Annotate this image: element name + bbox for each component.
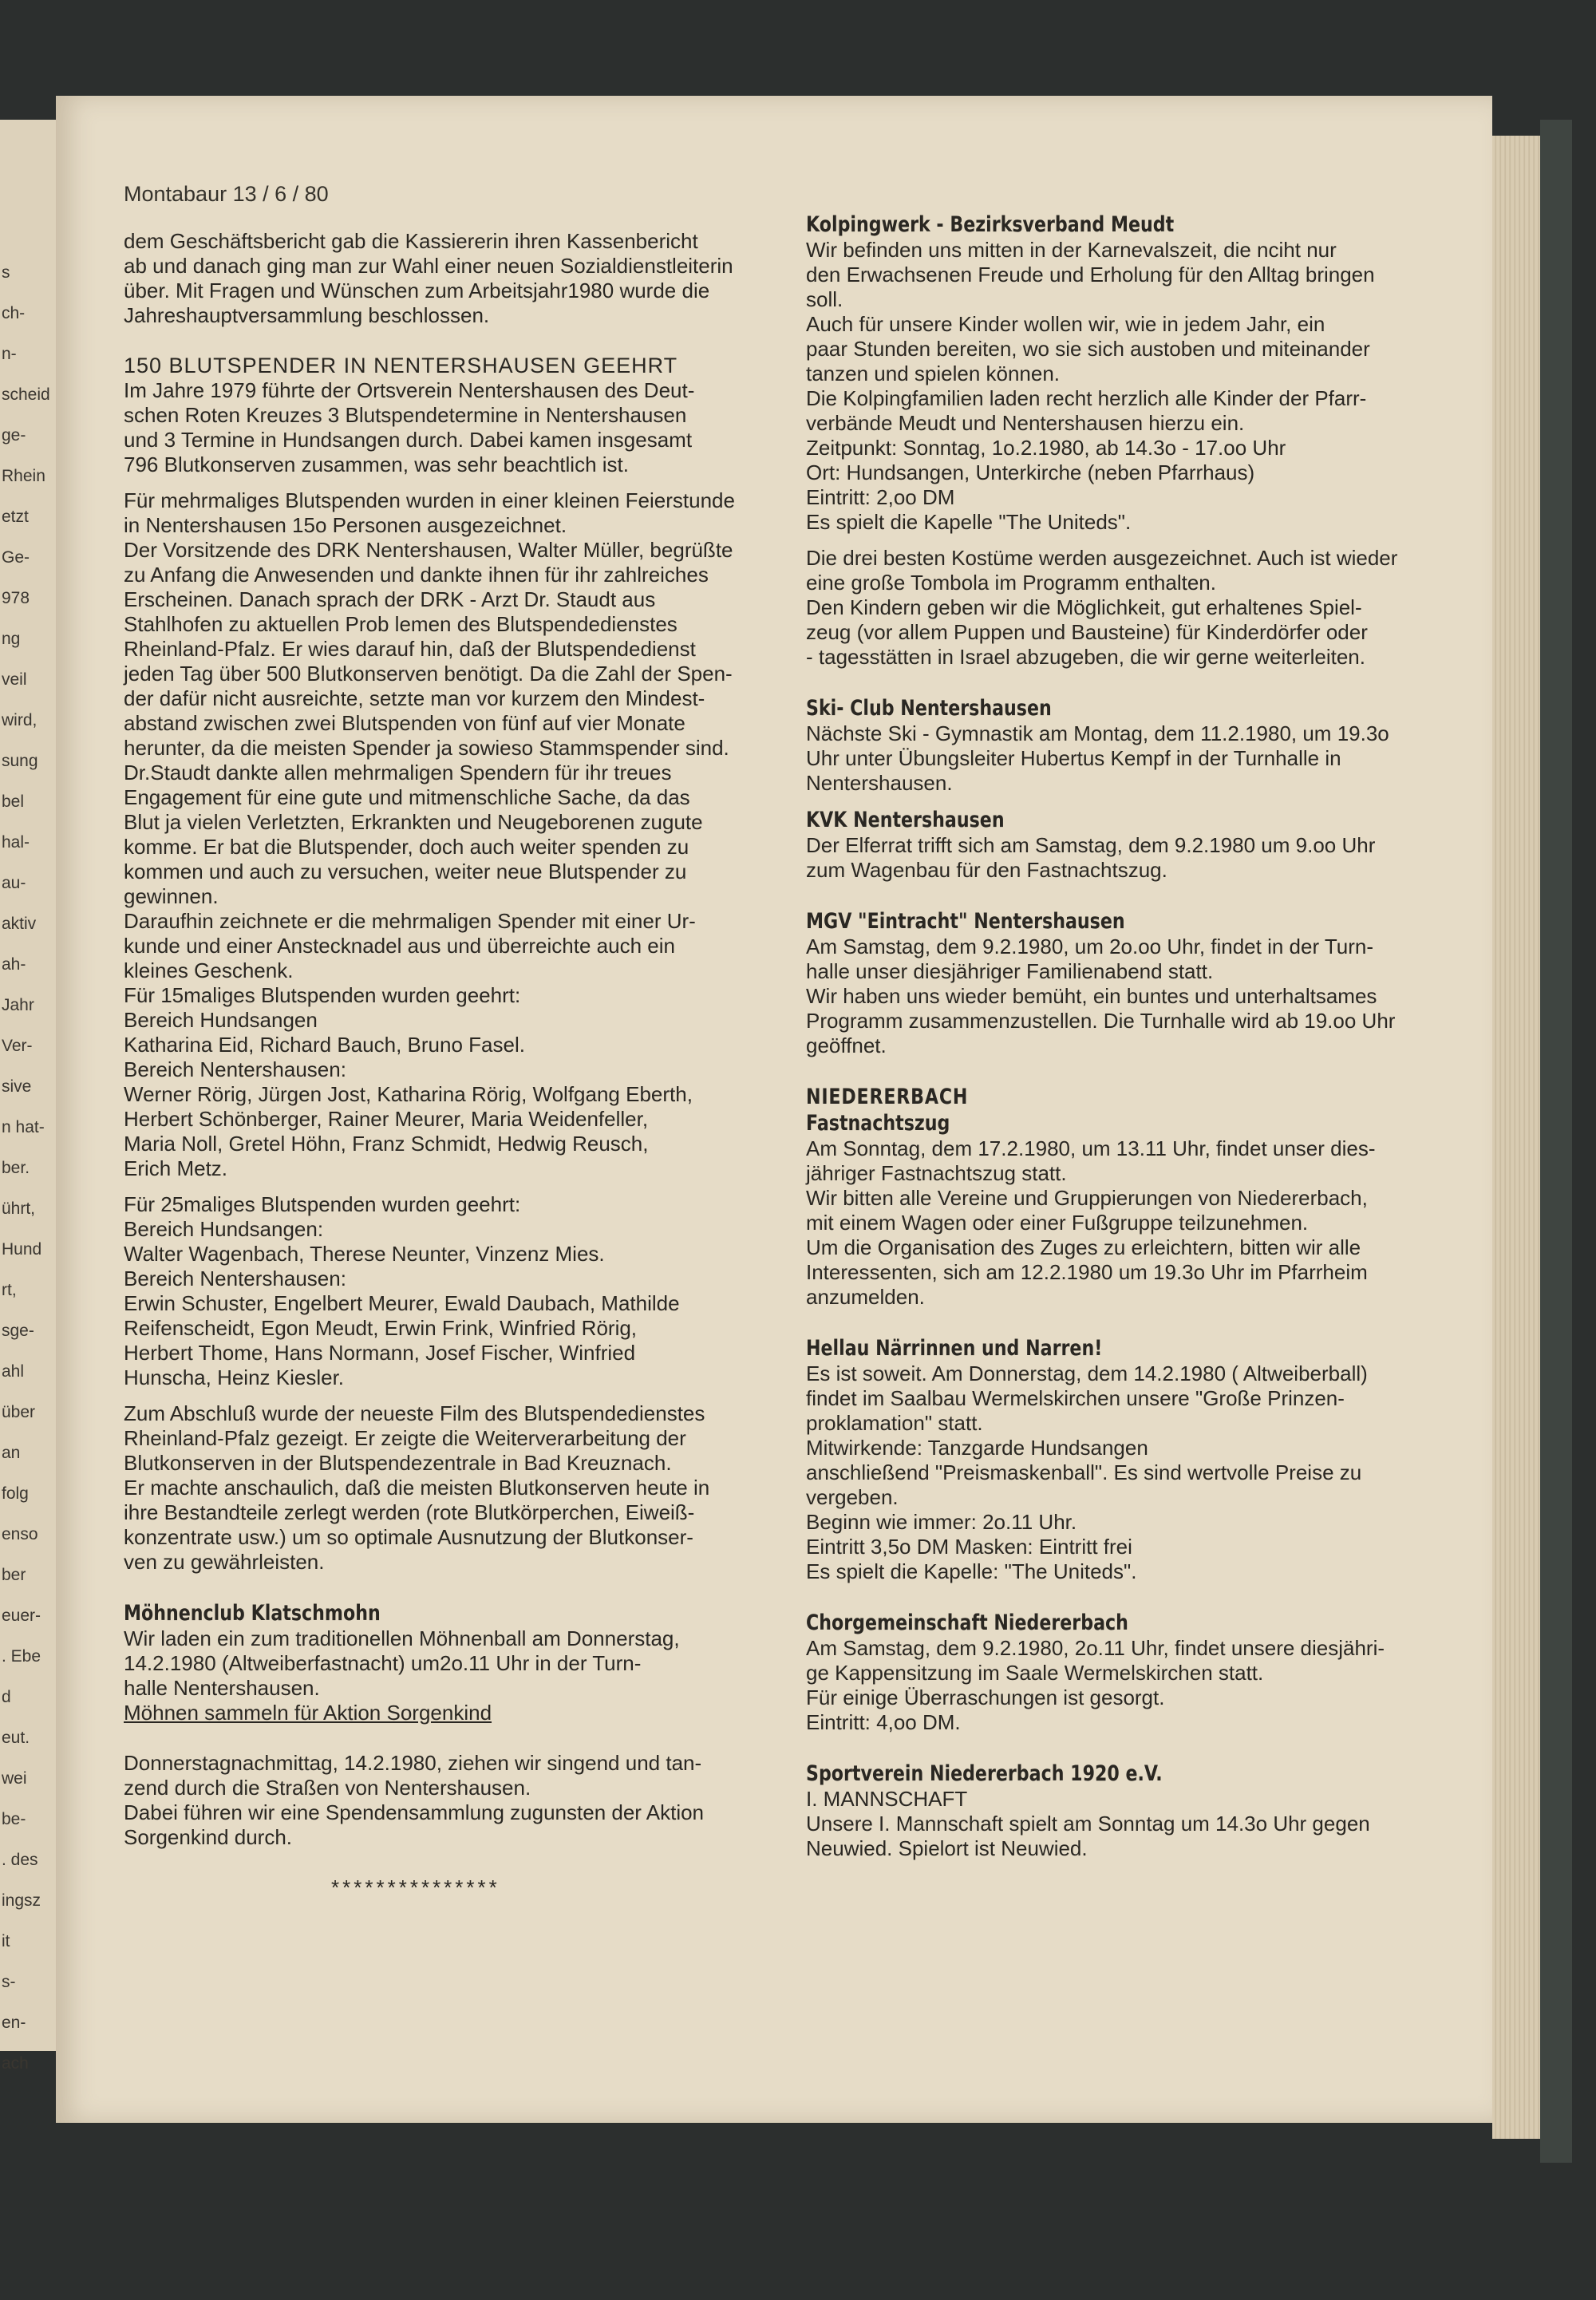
adjacent-page-fragment: ge- <box>2 426 26 445</box>
blutspender-paragraph-2: Für mehrmaliges Blutspenden wurden in einer kleinen Feierstunde in Nentershausen 15o Personen ausgezeichnet. <box>124 488 735 537</box>
adjacent-page-fragment: über <box>2 1403 36 1421</box>
blutspender-paragraph-3: Der Vorsitzende des DRK Nentershausen, Walter Müller, begrüßte zu Anfang die Anwesenden und dankte ihnen für ihr zahlreiches Erscheinen. Danach sprach der DRK - Arzt Dr. Staudt aus Stahlhofen zu aktuellen Prob lemen des Blutspendedienstes Rheinland-Pfalz. Er wies darauf hin, daß der Blutspendedienst jeden Tag über 500 Blutkonserven benötigt. Da die Zahl der Spen- der dafür nicht ausreichte, setzte man vor kurzem den Mindest- abstand zwischen zwei Blutspenden von fünf auf vier Monate herunter, da die meisten Spender ja sowieso Stammspender sind. Dr.Staudt dankte allen mehrmaligen Spendern für ihr treues Engagement für eine gute und mitmenschliche Sache, da das Blut ja vielen Verletzten, Erkrankten und Neugeborenen zugute komme. Er bat die Blutspender, doch auch weiter spenden zu kommen und auch zu versuchen, weiter neue Blutspender zu gewinnen. <box>124 538 733 908</box>
hellau-paragraph: Es ist soweit. Am Donnerstag, dem 14.2.1980 ( Altweiberball) findet im Saalbau Wermelskirchen unsere "Große Prinzen- proklamation" statt. Mitwirkende: Tanzgarde Hundsangen anschließend "Preismaskenball". Es sind wertvolle Preise zu vergeben. Beginn wie immer: 2o.11 Uhr. Eintritt 3,5o DM Masken: Eintritt frei Es spielt die Kapelle: "The Uniteds". <box>806 1361 1368 1583</box>
moehnenclub-paragraph-1: Wir laden ein zum traditionellen Möhnenball am Donnerstag, 14.2.1980 (Altweiberfastnacht) um2o.11 Uhr in der Turn- halle Nentershausen. <box>124 1626 680 1700</box>
adjacent-page-fragment: etzt <box>2 508 29 526</box>
section-separator-stars: *************** <box>331 1875 500 1899</box>
sportverein-paragraph: Unsere I. Mannschaft spielt am Sonntag um 14.3o Uhr gegen Neuwied. Spielort ist Neuwied. <box>806 1812 1370 1860</box>
adjacent-page-fragment: ingsz <box>2 1891 41 1910</box>
adjacent-page-fragment: Hund <box>2 1240 42 1259</box>
dateline: Montabaur 13 / 6 / 80 <box>124 182 329 206</box>
adjacent-page-fragment: eut. <box>2 1729 30 1747</box>
adjacent-page-fragment: . Ebe <box>2 1647 41 1666</box>
adjacent-page-fragment: sung <box>2 752 38 770</box>
adjacent-page-fragment: Jahr <box>2 996 34 1014</box>
blutspender-paragraph-7: Zum Abschluß wurde der neueste Film des Blutspendedienstes Rheinland-Pfalz gezeigt. Er zeigte die Weiterverarbeitung der Blutkonserven in der Blutspendezentrale in Bad Kreuznach. Er machte anschaulich, daß die meisten Blutkonserven heute in ihre Bestandteile zerlegt werden (rote Blutkörperchen, Eiweiß- konzentrate usw.) um so optimale Ausnutzung der Blutkonser- ven zu gewährleisten. <box>124 1401 710 1574</box>
adjacent-page-fragment: sive <box>2 1077 32 1096</box>
document-page <box>56 96 1492 2123</box>
adjacent-page-fragment: an <box>2 1444 21 1462</box>
kolping-paragraph-2: Die drei besten Kostüme werden ausgezeichnet. Auch ist wieder eine große Tombola im Programm enthalten. Den Kindern geben wir die Möglichkeit, gut erhaltenes Spiel- zeug (vor allem Puppen und Bausteine) für Kinderdörfer oder - tagesstätten in Israel abzugeben, die wir gerne weiterleiten. <box>806 546 1398 669</box>
adjacent-page-fragment: ah- <box>2 955 26 974</box>
sportverein-subheading: I. MANNSCHAFT <box>806 1787 968 1811</box>
adjacent-page-fragment: folg <box>2 1484 29 1503</box>
adjacent-page-fragment: ch- <box>2 304 26 322</box>
kvk-heading: KVK Nentershausen <box>806 808 1005 832</box>
adjacent-page-fragment: ng <box>2 630 21 648</box>
adjacent-page-fragment: it <box>2 1932 10 1950</box>
adjacent-page-fragment: enso <box>2 1525 38 1543</box>
adjacent-page-fragment: be- <box>2 1810 26 1828</box>
adjacent-page-fragment: Ver- <box>2 1037 33 1055</box>
adjacent-page-fragment: ührt, <box>2 1199 36 1218</box>
kolping-heading: Kolpingwerk - Bezirksverband Meudt <box>806 212 1175 237</box>
hellau-heading: Hellau Närrinnen und Narren! <box>806 1336 1103 1361</box>
adjacent-page-fragment: ber. <box>2 1159 30 1177</box>
adjacent-page-fragment: ahl <box>2 1362 25 1381</box>
adjacent-page-fragment: scheid <box>2 385 50 404</box>
chorgemeinschaft-paragraph: Am Samstag, dem 9.2.1980, 2o.11 Uhr, findet unsere diesjähri- ge Kappensitzung im Saale Wermelskirchen statt. Für einige Überraschungen ist gesorgt. Eintritt: 4,oo DM. <box>806 1636 1385 1734</box>
adjacent-page-fragment: hal- <box>2 833 30 852</box>
adjacent-page-fragment: d <box>2 1688 11 1706</box>
moehnenclub-subheading: Möhnen sammeln für Aktion Sorgenkind <box>124 1701 492 1725</box>
adjacent-page-fragment: sge- <box>2 1322 34 1340</box>
adjacent-page-fragment: en- <box>2 2013 26 2032</box>
blutspender-honorees-15: Für 15maliges Blutspenden wurden geehrt: Bereich Hundsangen Katharina Eid, Richard Bauch, Bruno Fasel. Bereich Nentershausen: Werner Rörig, Jürgen Jost, Katharina Rörig, Wolfgang Eberth, Herbert Schönberger, Rainer Meurer, Maria Weidenfeller, Maria Noll, Gretel Höhn, Franz Schmidt, Hedwig Reusch, Erich Metz. <box>124 983 693 1180</box>
adjacent-page-fragment: n hat- <box>2 1118 45 1136</box>
adjacent-page-fragment: bel <box>2 792 25 811</box>
adjacent-page-fragment: euer- <box>2 1606 41 1625</box>
book-spine <box>1540 120 1572 2163</box>
skiclub-paragraph: Nächste Ski - Gymnastik am Montag, dem 11.2.1980, um 19.3o Uhr unter Übungsleiter Hubertus Kempf in der Turnhalle in Nentershausen. <box>806 721 1389 795</box>
right-column <box>806 211 1444 1861</box>
blutspender-paragraph-1: Im Jahre 1979 führte der Ortsverein Nentershausen des Deut- schen Roten Kreuzes 3 Blutspendetermine in Nentershausen und 3 Termine in Hundsangen durch. Dabei kamen insgesamt 796 Blutkonserven zusammen, was sehr beachtlich ist. <box>124 378 695 476</box>
kolping-paragraph-1: Wir befinden uns mitten in der Karnevalszeit, die nciht nur den Erwachsenen Freude und Erholung für den Alltag bringen soll. Auch für unsere Kinder wollen wir, wie in jedem Jahr, ein paar Stunden bereiten, wo sie sich austoben und miteinander tanzen und spielen können. Die Kolpingfamilien laden recht herzlich alle Kinder der Pfarr- verbände Meudt und Nentershausen hierzu ein. Zeitpunkt: Sonntag, 1o.2.1980, ab 14.3o - 17.oo Uhr Ort: Hundsangen, Unterkirche (neben Pfarrhaus) Eintritt: 2,oo DM Es spielt die Kapelle "The Uniteds". <box>806 238 1375 534</box>
blutspender-honorees-25: Für 25maliges Blutspenden wurden geehrt: Bereich Hundsangen: Walter Wagenbach, Therese Neunter, Vinzenz Mies. Bereich Nentershausen: Erwin Schuster, Engelbert Meurer, Ewald Daubach, Mathilde Reifenscheidt, Egon Meudt, Erwin Frink, Winfried Rörig, Herbert Thome, Hans Normann, Josef Fischer, Winfried Hunscha, Heinz Kiesler. <box>124 1192 680 1389</box>
adjacent-page-fragment: wei <box>2 1769 27 1788</box>
skiclub-heading: Ski- Club Nentershausen <box>806 696 1052 721</box>
fastnachtszug-heading: Fastnachtszug <box>806 1111 950 1136</box>
adjacent-page-fragment: Rhein <box>2 467 45 485</box>
adjacent-page-fragment: s- <box>2 1973 16 1991</box>
left-column <box>124 182 826 1900</box>
adjacent-page-fragment: aktiv <box>2 915 37 933</box>
chorgemeinschaft-heading: Chorgemeinschaft Niedererbach <box>806 1610 1128 1635</box>
mgv-paragraph: Am Samstag, dem 9.2.1980, um 2o.oo Uhr, findet in der Turn- halle unser diesjähriger Familienabend statt. Wir haben uns wieder bemüht, ein buntes und unterhaltsames Programm zusammenzustellen. Die Turnhalle wird ab 19.oo Uhr geöffnet. <box>806 935 1396 1057</box>
adjacent-page-fragment: Ge- <box>2 548 30 567</box>
adjacent-page-fragment: 978 <box>2 589 30 607</box>
adjacent-page-edge <box>0 120 61 2073</box>
niedererbach-heading: NIEDERERBACH <box>806 1085 969 1109</box>
adjacent-page-fragment: n- <box>2 345 17 363</box>
mgv-heading: MGV "Eintracht" Nentershausen <box>806 909 1125 934</box>
adjacent-page-fragment: veil <box>2 670 27 689</box>
adjacent-page-fragment: s <box>2 263 10 282</box>
adjacent-page-fragment: au- <box>2 874 26 892</box>
kvk-paragraph: Der Elferrat trifft sich am Samstag, dem 9.2.1980 um 9.oo Uhr zum Wagenbau für den Fastnachtszug. <box>806 833 1376 882</box>
blutspender-paragraph-4: Daraufhin zeichnete er die mehrmaligen Spender mit einer Ur- kunde und einer Anstecknadel aus und überreichte auch ein kleines Geschenk. <box>124 909 696 982</box>
page-stack-edge <box>1492 136 1540 2139</box>
adjacent-page-fragment: ach <box>2 2054 29 2073</box>
blutspender-heading: 150 BLUTSPENDER IN NENTERSHAUSEN GEEHRT <box>124 354 678 377</box>
adjacent-page-fragment: wird, <box>2 711 38 729</box>
adjacent-page-fragment: rt, <box>2 1281 17 1299</box>
intro-paragraph: dem Geschäftsbericht gab die Kassiererin ihren Kassenbericht ab und danach ging man zur Wahl einer neuen Sozialdienstleiterin über. Mit Fragen und Wünschen zum Arbeitsjahr1980 wurde die Jahreshauptversammlung beschlossen. <box>124 229 733 327</box>
adjacent-page-fragment: ber <box>2 1566 26 1584</box>
moehnenclub-heading: Möhnenclub Klatschmohn <box>124 1601 381 1626</box>
adjacent-page-fragment: . des <box>2 1851 38 1869</box>
moehnenclub-paragraph-2: Donnerstagnachmittag, 14.2.1980, ziehen wir singend und tan- zend durch die Straßen von Nentershausen. Dabei führen wir eine Spendensammlung zugunsten der Aktion Sorgenkind durch. <box>124 1751 705 1849</box>
sportverein-heading: Sportverein Niedererbach 1920 e.V. <box>806 1761 1163 1786</box>
fastnachtszug-paragraph: Am Sonntag, dem 17.2.1980, um 13.11 Uhr, findet unser dies- jähriger Fastnachtszug statt. Wir bitten alle Vereine und Gruppierungen von Niedererbach, mit einem Wagen oder einer Fußgruppe teilzunehmen. Um die Organisation des Zuges zu erleichtern, bitten wir alle Interessenten, sich am 12.2.1980 um 19.3o Uhr im Pfarrheim anzumelden. <box>806 1136 1376 1309</box>
